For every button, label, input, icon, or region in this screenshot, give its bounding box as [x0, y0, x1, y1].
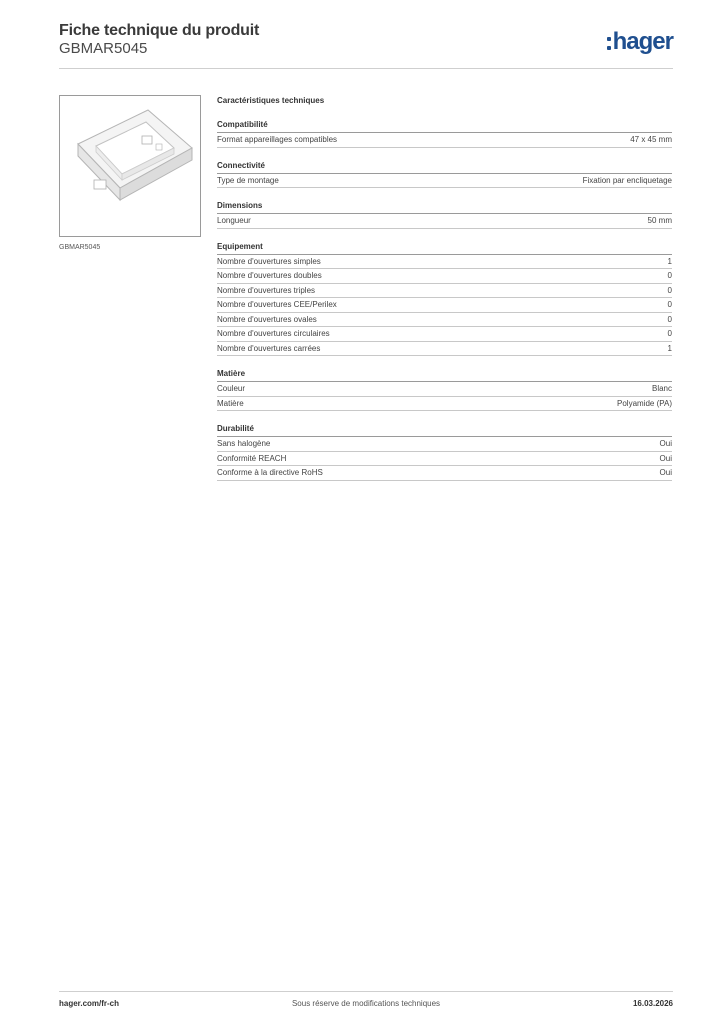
spec-group-title: Connectivité — [217, 160, 672, 174]
spec-row — [217, 133, 672, 148]
footer-website: hager.com/fr-ch — [59, 999, 120, 1008]
spec-label: Nombre d'ouvertures triples — [217, 285, 316, 295]
spec-group — [217, 368, 672, 411]
page-header — [59, 22, 673, 69]
footer-note: Sous réserve de modifications techniques — [291, 999, 441, 1008]
spec-row — [217, 327, 672, 342]
footer-date: 16.03.2026 — [632, 999, 673, 1008]
image-caption: GBMAR5045 — [59, 244, 101, 251]
spec-label: Nombre d'ouvertures ovales — [217, 314, 317, 324]
spec-group-title: Durabilité — [217, 423, 672, 437]
spec-label: Format appareillages compatibles — [217, 135, 338, 144]
spec-row — [217, 382, 672, 397]
spec-label: Conforme à la directive RoHS — [217, 468, 323, 477]
spec-row — [217, 174, 672, 189]
page-footer — [59, 991, 673, 1012]
technical-specs — [217, 95, 672, 493]
spec-value: 47 x 45 mm — [630, 135, 672, 144]
spec-row — [217, 313, 672, 328]
spec-row — [217, 298, 672, 313]
spec-row — [217, 255, 672, 270]
spec-group-title: Matière — [217, 368, 672, 382]
spec-value: 0 — [667, 314, 672, 324]
spec-value: 50 mm — [647, 216, 672, 225]
spec-row — [217, 269, 672, 284]
page-title: Fiche technique du produit — [59, 22, 260, 39]
spec-value: 1 — [667, 256, 672, 266]
spec-group — [217, 241, 672, 357]
spec-row — [217, 397, 672, 412]
spec-label: Nombre d'ouvertures carrées — [217, 343, 321, 353]
product-reference: GBMAR5045 — [59, 40, 148, 57]
spec-row — [217, 452, 672, 467]
spec-label: Matière — [217, 398, 244, 408]
spec-label: Nombre d'ouvertures circulaires — [217, 329, 330, 338]
spec-label: Nombre d'ouvertures simples — [217, 256, 321, 266]
spec-row — [217, 284, 672, 299]
spec-value: 0 — [667, 300, 672, 309]
spec-row — [217, 342, 672, 357]
spec-value: 1 — [667, 343, 672, 353]
spec-row — [217, 214, 672, 229]
spec-group — [217, 160, 672, 189]
logo-colon-icon — [607, 37, 611, 50]
spec-label: Nombre d'ouvertures CEE/Perilex — [217, 300, 337, 309]
spec-value: 0 — [667, 329, 672, 338]
spec-label: Conformité REACH — [217, 453, 287, 463]
hager-logo — [607, 28, 673, 54]
spec-group-title: Equipement — [217, 241, 672, 255]
spec-value: Oui — [659, 439, 672, 448]
spec-group — [217, 423, 672, 481]
spec-label: Sans halogène — [217, 439, 271, 448]
spec-label: Longueur — [217, 216, 251, 225]
logo-text: hager — [612, 28, 673, 55]
spec-group — [217, 119, 672, 148]
spec-value: Fixation par encliquetage — [582, 175, 672, 185]
spec-label: Nombre d'ouvertures doubles — [217, 271, 322, 280]
spec-groups — [217, 119, 672, 481]
spec-value: Blanc — [651, 384, 672, 393]
specs-title: Caractéristiques techniques — [217, 96, 325, 105]
product-image — [59, 95, 201, 237]
spec-group-title: Compatibilité — [217, 119, 672, 133]
spec-group-title: Dimensions — [217, 200, 672, 214]
spec-value: Oui — [659, 468, 672, 477]
frame-product-icon — [60, 96, 200, 236]
spec-value: Oui — [659, 453, 672, 463]
spec-value: 0 — [667, 285, 672, 295]
spec-label: Couleur — [217, 384, 246, 393]
spec-value: Polyamide (PA) — [617, 398, 672, 408]
spec-row — [217, 466, 672, 481]
spec-row — [217, 437, 672, 452]
spec-label: Type de montage — [217, 175, 279, 185]
spec-group — [217, 200, 672, 229]
spec-value: 0 — [667, 271, 672, 280]
